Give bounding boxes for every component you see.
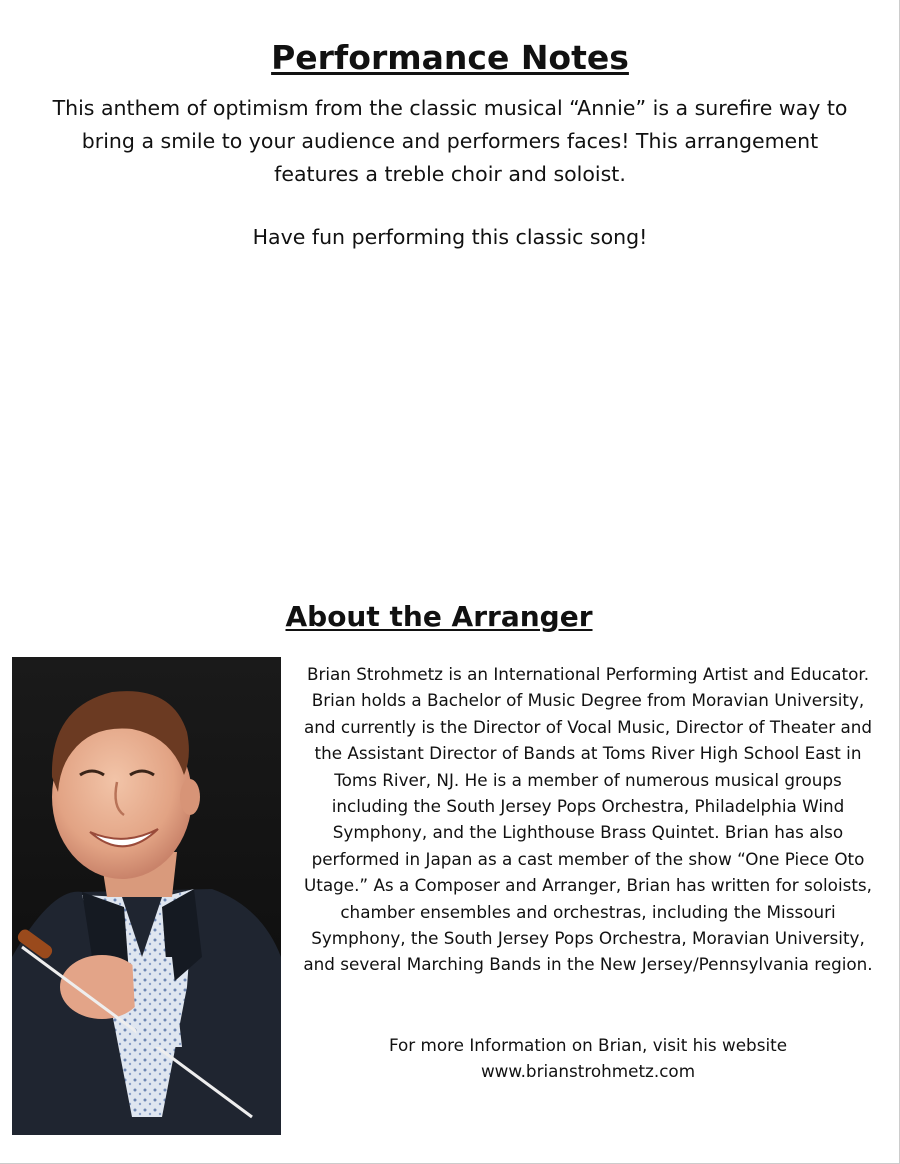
website-link[interactable]: www.brianstrohmetz.com <box>480 1061 696 1082</box>
performance-notes-intro: This anthem of optimism from the classic musical “Annie” is a surefire way to bring a smile to your audience and performers faces! This arrangement features a treble choir and soloist. <box>52 96 848 186</box>
more-info-text: For more Information on Brian, visit his website <box>388 1035 788 1055</box>
arranger-bio: Brian Strohmetz is an International Performing Artist and Educator. Brian holds a Bachelor of Music Degree from Moravian University, and currently is the Director of Vocal Music, Director of Theater and the Assistant Director of Bands at Toms River High School East in Toms River, NJ. He is a member of numerous musical groups including the South Jersey Pops Orchestra, Philadelphia Wind Symphony, and the Lighthouse Brass Quintet. Brian has also performed in Japan as a cast member of the show “One Piece Oto Utage.” As a Composer and Arranger, Brian has written for soloists, chamber ensembles and orchestras, including the Missouri Symphony, the South Jersey Pops Orchestra, Moravian University, and several Marching Bands in the New Jersey/Pennsylvania region. <box>303 664 873 975</box>
arranger-contact <box>294 1032 882 1085</box>
performance-notes-title: Performance Notes <box>271 38 629 77</box>
performance-notes-closing: Have fun performing this classic song! <box>252 225 648 249</box>
arranger-photo <box>12 657 281 1135</box>
about-arranger-title: About the Arranger <box>285 600 593 633</box>
